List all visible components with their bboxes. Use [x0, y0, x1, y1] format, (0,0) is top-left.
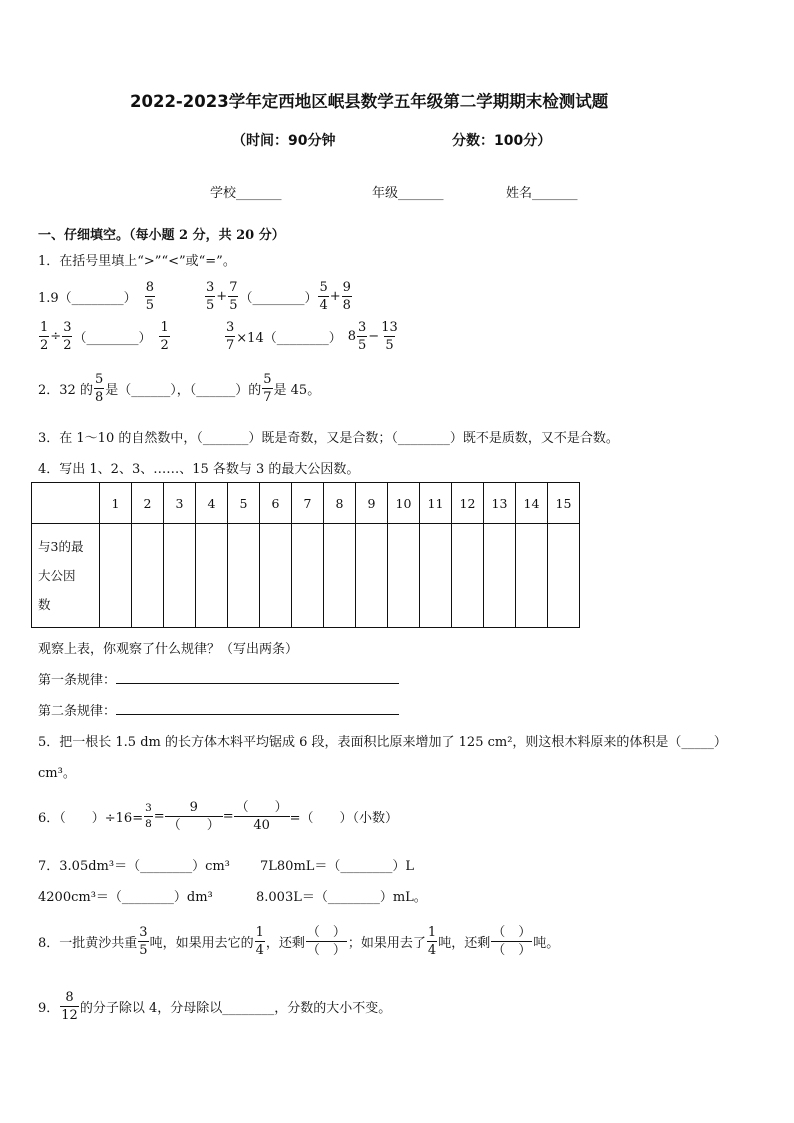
- q4-observe: 观察上表，你观察了什么规律？（写出两条）: [38, 642, 299, 657]
- answer-cell[interactable]: [356, 524, 388, 628]
- school-field[interactable]: 学校_______: [210, 186, 282, 201]
- answer-line[interactable]: [116, 714, 399, 715]
- table-header-cell: 9: [356, 483, 388, 524]
- answer-cell[interactable]: [100, 524, 132, 628]
- q1-row1-b: 3 5 + $\frac{7}{5}$ （________） 5 4 + $\frac{9}{8}$: [206, 279, 351, 313]
- fraction: （ ） 40: [235, 799, 288, 833]
- exam-score: 分数：100分）: [452, 133, 552, 149]
- page-title: 2022-2023学年定西地区岷县数学五年级第二学期期末检测试题: [130, 92, 609, 111]
- answer-cell[interactable]: [292, 524, 324, 628]
- fraction: 1 4: [427, 924, 437, 958]
- q4-rule1: 第一条规律：: [38, 669, 399, 688]
- fraction: 1 2: [160, 319, 169, 353]
- fraction: $\frac{7}{5}$: [229, 279, 238, 313]
- section-heading: 一、仔细填空。（每小题 2 分，共 20 分）: [38, 228, 285, 243]
- fraction: 9 （ ）: [166, 801, 222, 832]
- q7-c: 4200cm³＝（________）dm³: [38, 890, 213, 905]
- table-header-cell: 5: [228, 483, 260, 524]
- answer-cell[interactable]: [420, 524, 452, 628]
- row-label: 与3的最 大公因 数: [32, 524, 100, 628]
- table-header-cell: 15: [548, 483, 580, 524]
- q5-line2: cm³。: [38, 766, 76, 781]
- table-header-cell: 3: [164, 483, 196, 524]
- table-header-cell: 14: [516, 483, 548, 524]
- table-header-cell: 13: [484, 483, 516, 524]
- q6: 6．（ ）÷16= $\frac{3}{8}$ = 9 （ ） = （ ） 40 =（ ）（小数）: [38, 799, 399, 833]
- answer-cell[interactable]: [132, 524, 164, 628]
- name-field[interactable]: 姓名_______: [506, 186, 578, 201]
- fraction: 3 5: [139, 924, 148, 958]
- gcd-table: [31, 482, 580, 628]
- fraction: $\frac{3}{8}$: [145, 802, 152, 830]
- table-header-cell: 6: [260, 483, 292, 524]
- answer-cell[interactable]: [196, 524, 228, 628]
- fraction: （ ） （ ）: [306, 924, 346, 958]
- fraction: 1 4: [255, 924, 264, 958]
- answer-line[interactable]: [116, 683, 399, 684]
- fraction: $\frac{9}{8}$: [342, 279, 351, 313]
- q3: 3．在 1～10 的自然数中，（_______）既是奇数，又是合数；（________）既不是质数，又不是合数。: [38, 431, 619, 446]
- table-header-cell: 8: [324, 483, 356, 524]
- table-row: [32, 524, 580, 628]
- answer-cell[interactable]: [484, 524, 516, 628]
- q7-b: 7L80mL＝（________）L: [260, 859, 415, 874]
- fraction: $\frac{3}{7}$: [226, 319, 235, 353]
- fraction: $\frac{1}{2}$: [40, 319, 49, 353]
- grade-field[interactable]: 年级_______: [372, 186, 444, 201]
- fraction: 3 5: [358, 319, 367, 353]
- answer-cell[interactable]: [164, 524, 196, 628]
- fraction: 8 5: [145, 279, 154, 313]
- answer-cell[interactable]: [516, 524, 548, 628]
- q7-a: 7．3.05dm³＝（________）cm³: [38, 859, 230, 874]
- q1-row2-b: $\frac{3}{7}$ ×14（________） 8 3 5 − $\frac{13}{5}$: [226, 319, 398, 353]
- q2: 2．32 的 5 8 是（______），（______）的 5 7 是 45。: [38, 371, 321, 405]
- table-header-cell: 4: [196, 483, 228, 524]
- q7-d: 8.003L＝（________）mL。: [256, 890, 427, 905]
- q8: 8．一批黄沙共重 3 5 吨，如果用去它的 1 4 ，还剩 （ ） （ ） ；如果用去了 1 4 吨，还剩 （ ） （ ） 吨。: [38, 924, 560, 958]
- fraction: 5 7: [263, 371, 272, 405]
- table-header-cell: 12: [452, 483, 484, 524]
- fraction: 8 12: [61, 989, 78, 1023]
- table-header-cell: 11: [420, 483, 452, 524]
- q1-row1-a: 1.9（________） 8 5: [38, 279, 154, 313]
- answer-cell[interactable]: [260, 524, 292, 628]
- fraction: $\frac{13}{5}$: [381, 319, 398, 353]
- table-header-row: [32, 483, 580, 524]
- fraction: 5 4: [319, 279, 328, 313]
- fraction: 3 5: [206, 279, 215, 313]
- exam-time: （时间：90分钟: [232, 133, 336, 149]
- answer-cell[interactable]: [228, 524, 260, 628]
- answer-cell[interactable]: [388, 524, 420, 628]
- q1-stem: 1．在括号里填上“>”“<”或“=”。: [38, 254, 236, 269]
- fraction: 5 8: [94, 371, 104, 405]
- q4-rule2: 第二条规律：: [38, 700, 399, 719]
- table-header-cell: 10: [388, 483, 420, 524]
- q9: 9． 8 12 的分子除以 4，分母除以________，分数的大小不变。: [38, 989, 392, 1023]
- q5-line1: 5．把一根长 1.5 dm 的长方体木料平均锯成 6 段，表面积比原来增加了 125 cm²，则这根木料原来的体积是（_____）: [38, 735, 727, 750]
- table-corner-cell: [32, 483, 100, 524]
- table-header-cell: 1: [100, 483, 132, 524]
- fraction: （ ） （ ）: [492, 924, 532, 958]
- answer-cell[interactable]: [548, 524, 580, 628]
- q1-row2-a: $\frac{1}{2}$ ÷ $\frac{3}{2}$ （________） 1 2: [40, 319, 169, 353]
- table-header-cell: 7: [292, 483, 324, 524]
- fraction: $\frac{3}{2}$: [63, 319, 72, 353]
- table-header-cell: 2: [132, 483, 164, 524]
- q4-stem: 4．写出 1、2、3、……、15 各数与 3 的最大公因数。: [38, 462, 360, 477]
- answer-cell[interactable]: [452, 524, 484, 628]
- answer-cell[interactable]: [324, 524, 356, 628]
